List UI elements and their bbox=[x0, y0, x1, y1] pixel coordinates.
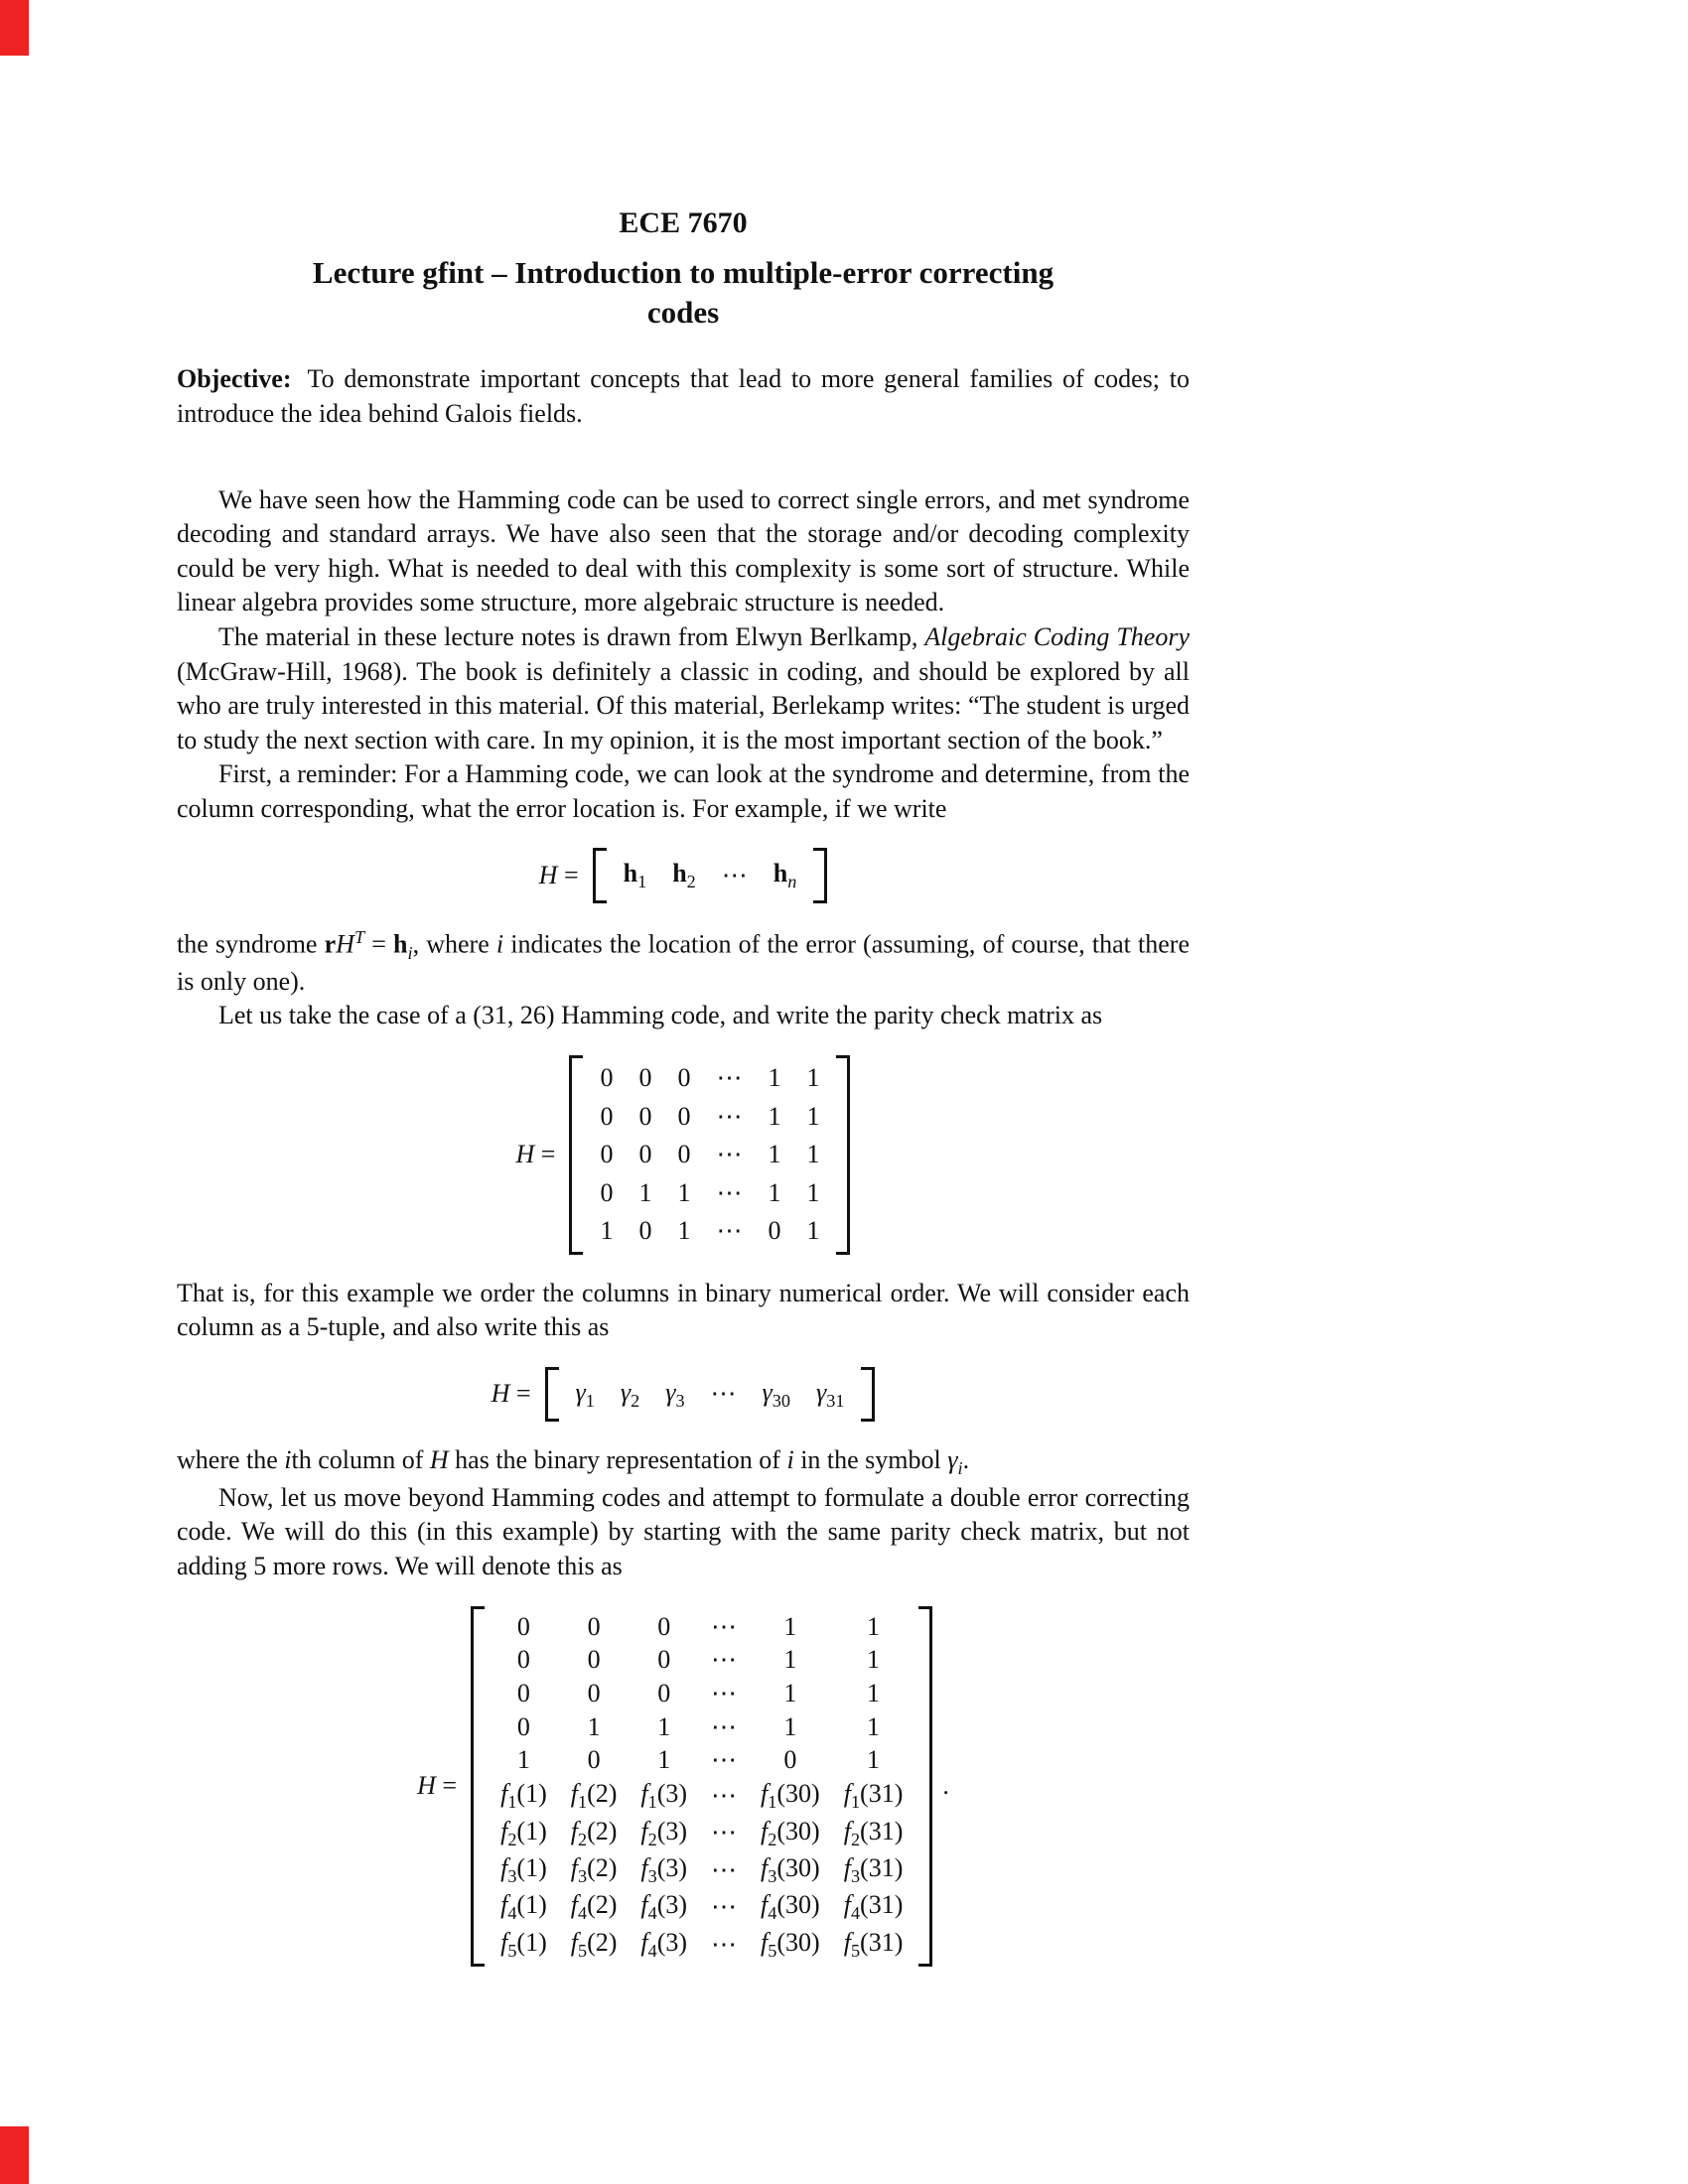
paragraph-berlekamp: The material in these lecture notes is drawn from Elwyn Berlkamp, Algebraic Coding Theory (McGraw-Hill, 1968). The book is definitely a classic in coding, and should be explored by all who are truly interested in this material. Of this material, Berlekamp writes: “The student is urged to study the next section with care. In my opinion, it is the most important section of the book.” bbox=[177, 621, 1190, 754]
matrix-cell: $\gamma_3$ bbox=[665, 1378, 685, 1412]
matrix-cell: 0 bbox=[638, 1063, 652, 1093]
matrix-cell: $\gamma_2$ bbox=[620, 1378, 640, 1412]
matrix-cell: $f_4(1)$ bbox=[500, 1890, 547, 1924]
equation-lhs: H = bbox=[417, 1771, 458, 1801]
matrix-cell: $f_1(30)$ bbox=[761, 1779, 820, 1813]
matrix-cell: $f_4(30)$ bbox=[761, 1890, 820, 1924]
matrix-cell: 0 bbox=[638, 1216, 652, 1246]
matrix-cell: 1 bbox=[867, 1711, 881, 1741]
course-number: ECE 7670 bbox=[619, 206, 748, 239]
matrix-cell: $h_2$ bbox=[672, 859, 696, 892]
matrix-cell: $f_4(3)$ bbox=[640, 1927, 688, 1961]
matrix-cell: 0 bbox=[516, 1711, 530, 1741]
matrix-cell: 1 bbox=[783, 1679, 797, 1708]
matrix-cell: $f_4(3)$ bbox=[640, 1890, 688, 1924]
left-bracket bbox=[545, 1367, 559, 1422]
matrix-cell: 1 bbox=[657, 1711, 671, 1741]
matrix-cell: ⋯ bbox=[711, 1854, 738, 1884]
matrix-cell: $f_4(31)$ bbox=[843, 1890, 904, 1924]
matrix-body bbox=[559, 1367, 862, 1422]
matrix-cell: $f_3(31)$ bbox=[843, 1852, 904, 1887]
matrix-cell: 1 bbox=[867, 1645, 881, 1675]
paragraph-syndrome: the syndrome $rH^T = h_i$, where i indicates the location of the error (assuming, of course, that there is only one). bbox=[177, 926, 1190, 996]
matrix-cell: ⋯ bbox=[711, 1818, 738, 1847]
paragraph-hamming-intro: We have seen how the Hamming code can be used to correct single errors, and met syndrome decoding and standard arrays. We have also seen that the storage and/or decoding complexity could be very high. What is needed to deal with this complexity is some sort of structure. While linear algebra provides some structure, more algebraic structure is needed. bbox=[177, 484, 1190, 617]
matrix-cell: 1 bbox=[677, 1177, 691, 1207]
matrix-cell: 0 bbox=[600, 1101, 614, 1131]
matrix-cell: ⋯ bbox=[711, 1745, 738, 1775]
matrix-cell: 0 bbox=[677, 1140, 691, 1169]
matrix-cell: 0 bbox=[600, 1177, 614, 1207]
matrix-cell: ⋯ bbox=[711, 1711, 738, 1741]
right-bracket bbox=[918, 1606, 932, 1968]
matrix-cell: 0 bbox=[600, 1140, 614, 1169]
matrix-cell: ⋯ bbox=[711, 1679, 738, 1708]
matrix-cell: 1 bbox=[783, 1711, 797, 1741]
left-bracket bbox=[471, 1606, 485, 1968]
matrix-cell: $f_3(1)$ bbox=[500, 1852, 547, 1887]
matrix-cell: ⋯ bbox=[711, 1645, 738, 1675]
matrix-cell: 1 bbox=[806, 1063, 820, 1093]
matrix-5x6 bbox=[569, 1055, 850, 1255]
matrix-cell: 1 bbox=[783, 1611, 797, 1641]
matrix-cell: $f_3(2)$ bbox=[570, 1852, 618, 1887]
matrix-cell: 1 bbox=[806, 1140, 820, 1169]
matrix-cell: 0 bbox=[768, 1216, 781, 1246]
matrix-cell: $f_2(3)$ bbox=[640, 1816, 688, 1849]
matrix-cell: 1 bbox=[768, 1101, 781, 1131]
matrix-cell: 0 bbox=[600, 1063, 614, 1093]
matrix-body bbox=[485, 1606, 918, 1968]
matrix-cell: $\gamma_{31}$ bbox=[815, 1378, 845, 1412]
matrix-cell: ⋯ bbox=[711, 1611, 738, 1641]
matrix-cell: 1 bbox=[600, 1216, 614, 1246]
matrix-cell: 0 bbox=[657, 1611, 671, 1641]
matrix-cell: $f_1(31)$ bbox=[843, 1779, 904, 1813]
matrix-body bbox=[583, 1055, 836, 1255]
matrix-cell: 0 bbox=[587, 1679, 601, 1708]
equation-lhs: H = bbox=[538, 860, 579, 889]
document-content bbox=[177, 204, 1190, 1988]
matrix-cell: 1 bbox=[638, 1177, 652, 1207]
right-bracket bbox=[861, 1367, 875, 1422]
left-bracket bbox=[569, 1055, 583, 1255]
matrix-cell: $h_n$ bbox=[773, 859, 797, 892]
matrix-cell: $f_3(3)$ bbox=[640, 1852, 688, 1887]
matrix-cell: 0 bbox=[783, 1745, 797, 1775]
matrix-cell: 1 bbox=[657, 1745, 671, 1775]
matrix-cell: ⋯ bbox=[710, 1379, 737, 1409]
matrix-cell: $f_2(31)$ bbox=[843, 1816, 904, 1849]
matrix-cell: 1 bbox=[768, 1177, 781, 1207]
matrix-cell: ⋯ bbox=[716, 1063, 743, 1093]
right-bracket bbox=[836, 1055, 850, 1255]
matrix-cell: $f_1(2)$ bbox=[570, 1779, 618, 1813]
matrix-cell: $f_2(30)$ bbox=[761, 1816, 820, 1849]
equation-lhs: H = bbox=[491, 1379, 531, 1409]
paragraph-binary-order: That is, for this example we order the columns in binary numerical order. We will consider each column as a 5-tuple, and also write this as bbox=[177, 1278, 1190, 1342]
matrix-cell: ⋯ bbox=[716, 1216, 743, 1246]
paragraph-hamming-31-26: Let us take the case of a (31, 26) Hamming code, and write the parity check matrix as bbox=[218, 1001, 1103, 1030]
objective-paragraph bbox=[177, 362, 1190, 431]
matrix-10x6 bbox=[471, 1606, 932, 1968]
matrix-cell: 0 bbox=[587, 1611, 601, 1641]
matrix-cell: 1 bbox=[867, 1611, 881, 1641]
scan-red-mark-bottom bbox=[0, 2126, 29, 2184]
matrix-cell: 1 bbox=[806, 1216, 820, 1246]
matrix-cell: 1 bbox=[587, 1711, 601, 1741]
parity-check-matrix-large bbox=[177, 1606, 1190, 1968]
matrix-cell: ⋯ bbox=[716, 1177, 743, 1207]
matrix-cell: $f_5(1)$ bbox=[500, 1927, 547, 1961]
equation-gamma-row-vector bbox=[177, 1367, 1190, 1422]
parity-check-matrix-small bbox=[177, 1055, 1190, 1255]
matrix-cell: 0 bbox=[657, 1645, 671, 1675]
matrix-cell: 1 bbox=[806, 1101, 820, 1131]
matrix-cell: 1 bbox=[677, 1216, 691, 1246]
objective-text: To demonstrate important concepts that lead to more general families of codes; to introduce the idea behind Galois fields. bbox=[177, 364, 1190, 429]
matrix-cell: 0 bbox=[516, 1611, 530, 1641]
matrix-cell: 0 bbox=[638, 1101, 652, 1131]
matrix-cell: ⋯ bbox=[711, 1781, 738, 1810]
matrix-cell: ⋯ bbox=[711, 1892, 738, 1922]
matrix-cell: 1 bbox=[768, 1140, 781, 1169]
matrix-cell: $f_5(30)$ bbox=[761, 1927, 820, 1961]
matrix-cell: $f_2(2)$ bbox=[570, 1816, 618, 1849]
matrix-cell: $f_1(3)$ bbox=[640, 1779, 688, 1813]
matrix-cell: ⋯ bbox=[716, 1140, 743, 1169]
objective-label: Objective: bbox=[177, 364, 292, 394]
matrix-cell: $f_3(30)$ bbox=[761, 1852, 820, 1887]
matrix-cell: 1 bbox=[806, 1177, 820, 1207]
matrix-cell: ⋯ bbox=[716, 1101, 743, 1131]
matrix-cell: 0 bbox=[587, 1645, 601, 1675]
lecture-title-line1: Lecture gfint – Introduction to multiple-error correcting bbox=[312, 254, 1055, 290]
lecture-title-line2: codes bbox=[646, 295, 720, 331]
equation-period: . bbox=[942, 1771, 949, 1801]
matrix-cell: 1 bbox=[783, 1645, 797, 1675]
paragraph-reminder: First, a reminder: For a Hamming code, we can look at the syndrome and determine, from the column corresponding, what the error location is. For example, if we write bbox=[177, 759, 1190, 823]
matrix-cell: 0 bbox=[657, 1679, 671, 1708]
matrix-cell: $\gamma_1$ bbox=[575, 1378, 595, 1412]
matrix-cell: $f_1(1)$ bbox=[500, 1779, 547, 1813]
matrix-cell: 1 bbox=[768, 1063, 781, 1093]
matrix-cell: 0 bbox=[516, 1645, 530, 1675]
paragraph-gamma-columns: where the ith column of H has the binary representation of i in the symbol $\gamma_i$. bbox=[177, 1445, 970, 1479]
left-bracket bbox=[593, 848, 607, 902]
matrix-cell: $f_4(2)$ bbox=[570, 1890, 618, 1924]
equation-h-row-vector bbox=[177, 848, 1190, 902]
equation-lhs: H = bbox=[515, 1140, 556, 1169]
matrix-body bbox=[607, 848, 814, 902]
matrix-cell: $f_2(1)$ bbox=[500, 1816, 547, 1849]
matrix-cell: ⋯ bbox=[721, 860, 748, 889]
matrix-cell: 1 bbox=[867, 1679, 881, 1708]
matrix-cell: 1 bbox=[867, 1745, 881, 1775]
matrix-cell: 0 bbox=[587, 1745, 601, 1775]
matrix-cell: 0 bbox=[516, 1679, 530, 1708]
row-vector-gamma bbox=[545, 1367, 876, 1422]
scan-red-mark-top bbox=[0, 0, 29, 56]
title-block bbox=[177, 204, 1190, 333]
matrix-cell: 0 bbox=[638, 1140, 652, 1169]
matrix-cell: 1 bbox=[516, 1745, 530, 1775]
matrix-cell: 0 bbox=[677, 1063, 691, 1093]
matrix-cell: 0 bbox=[677, 1101, 691, 1131]
right-bracket bbox=[813, 848, 827, 902]
row-vector-h bbox=[593, 848, 828, 902]
matrix-cell: ⋯ bbox=[711, 1929, 738, 1959]
matrix-cell: $f_5(31)$ bbox=[843, 1927, 904, 1961]
paragraph-double-error: Now, let us move beyond Hamming codes and attempt to formulate a double error correcting code. We will do this (in this example) by starting with the same parity check matrix, but not adding 5 more rows. We will denote this as bbox=[177, 1482, 1190, 1580]
matrix-cell: $h_1$ bbox=[623, 859, 647, 892]
matrix-cell: $\gamma_{30}$ bbox=[762, 1378, 790, 1412]
matrix-cell: $f_5(2)$ bbox=[570, 1927, 618, 1961]
